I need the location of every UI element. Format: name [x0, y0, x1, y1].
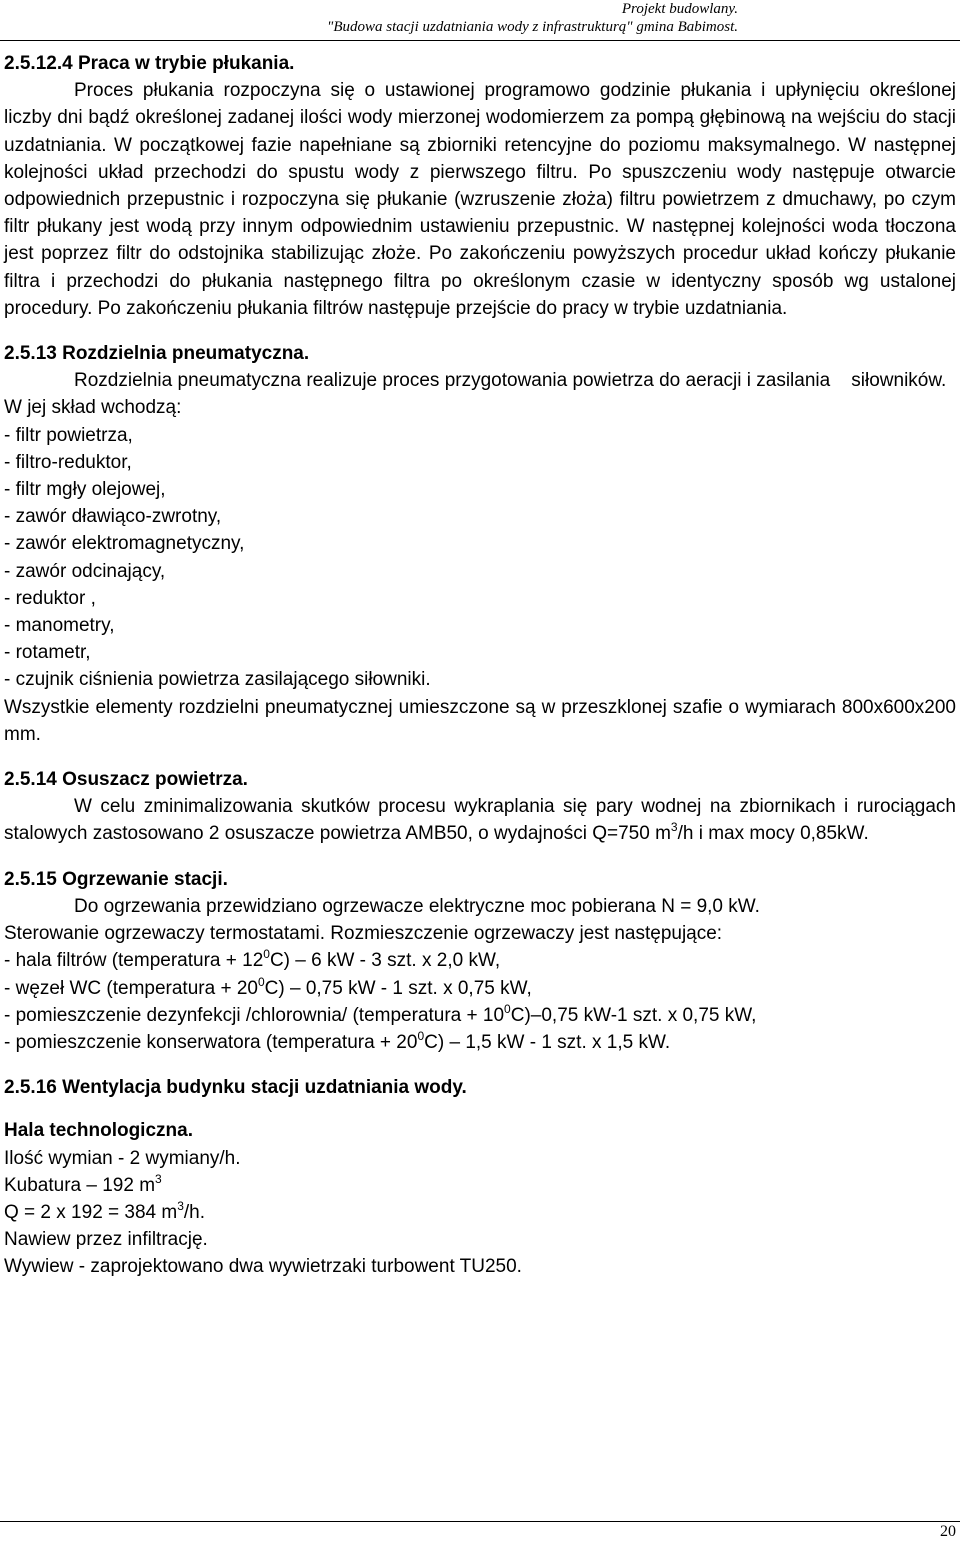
ventilation-line: Nawiew przez infiltrację. — [4, 1229, 208, 1251]
ventilation-line: Ilość wymian - 2 wymiany/h. — [4, 1147, 241, 1169]
dryer-text-b: /h i max mocy 0,85kW. — [677, 823, 869, 845]
heating-row-text: C) – 1,5 kW - 1 szt. x 1,5 kW. — [424, 1031, 671, 1053]
section-heading-2-5-12-4: 2.5.12.4 Praca w trybie płukania. — [4, 53, 295, 74]
heating-row-text: C) – 0,75 kW - 1 szt. x 0,75 kW, — [264, 977, 532, 999]
degree-sup: 0 — [504, 1001, 511, 1016]
ventilation-line — [4, 1199, 956, 1226]
page-content — [4, 50, 956, 1281]
degree-sup: 0 — [417, 1028, 425, 1043]
degree-sup: 0 — [263, 947, 270, 962]
subheading-hala: Hala technologiczna. — [4, 1120, 193, 1142]
heating-row — [4, 1002, 956, 1029]
list-item: - zawór elektromagnetyczny, — [4, 533, 245, 555]
header-rule — [0, 40, 960, 41]
list-item: - reduktor , — [4, 587, 96, 609]
pneumatic-list-title: W jej skład wchodzą: — [4, 397, 182, 419]
heating-line-2: Sterowanie ogrzewaczy termostatami. Rozmieszczenie ogrzewaczy jest następujące: — [4, 923, 723, 945]
section-heading-2-5-15: 2.5.15 Ogrzewanie stacji. — [4, 868, 228, 890]
list-item: - filtr powietrza, — [4, 424, 133, 446]
section-heading-2-5-14: 2.5.14 Osuszacz powietrza. — [4, 769, 248, 791]
heating-row — [4, 1029, 956, 1056]
ventilation-line: Wywiew - zaprojektowano dwa wywietrzaki turbowent TU250. — [4, 1256, 522, 1278]
pneumatic-outro: Wszystkie elementy rozdzielni pneumatycznej umieszczone są w przeszklonej szafie o wymiarach 800x600x200 mm. — [4, 696, 956, 745]
degree-sup: 0 — [257, 974, 265, 989]
heating-row-text: - węzeł WC (temperatura + 20 — [4, 977, 258, 999]
heating-row-text: C) – 6 kW - 3 szt. x 2,0 kW, — [269, 950, 501, 972]
cubic-sup: 3 — [177, 1198, 184, 1213]
heating-row — [4, 975, 956, 1002]
dryer-sup: 3 — [670, 820, 678, 835]
cubic-sup: 3 — [155, 1171, 162, 1186]
heating-row-text: - pomieszczenie konserwatora (temperatura + 20 — [4, 1031, 418, 1053]
pneumatic-component-list — [4, 422, 956, 694]
section-heading-2-5-16: 2.5.16 Wentylacja budynku stacji uzdatniania wody. — [4, 1077, 467, 1099]
pneumatic-intro: Rozdzielnia pneumatyczna realizuje proces przygotowania powietrza do aeracji i zasilania siłowników. — [74, 370, 947, 392]
heating-row-text: - hala filtrów (temperatura + 12 — [4, 950, 264, 972]
header-line-1: Projekt budowlany. — [621, 1, 738, 17]
list-item: - zawór dławiąco-zwrotny, — [4, 506, 222, 528]
section-paragraph-flushing: Proces płukania rozpoczyna się o ustawionej programowo godzinie płukania i upłynięciu określonej liczby dni bądź określonej zadanej ilości wody mierzonej wodomierzem za pompą głębinową na wejściu do stacji uzdatniania. W początkowej fazie napełniane są zbiorniki retencyjne do poziomu maksymalnego. W następnej kolejności układ przechodzi do spustu wody z pierwszego filtru. Po spuszczeniu wody następuje otwarcie odpowiednich przepustnic i rozpoczyna się płukanie (wzruszenie złoża) filtru powietrzem z dmuchawy, po czym filtr płukany jest wodą przy innym odpowiednim ustawieniu przepustnic. W następnej kolejności woda tłoczona jest poprzez filtr do odstojnika stabilizując złoże. Po zakończeniu powyższych procedur układ kończy płukanie filtra i przechodzi do płukania następnego filtra po określonym czasie w identyczny sposób wg ustalonej procedury. Po zakończeniu płukania filtrów następuje przejście do pracy w trybie uzdatniania. — [4, 80, 956, 319]
list-item: - filtr mgły olejowej, — [4, 479, 166, 501]
dryer-paragraph — [4, 793, 956, 847]
ventilation-text: Kubatura – 192 m — [4, 1174, 156, 1196]
heating-row-text: - pomieszczenie dezynfekcji /chlorownia/ (temperatura + 10 — [4, 1004, 505, 1026]
list-item: - zawór odcinający, — [4, 560, 166, 582]
page-number: 20 — [940, 1523, 956, 1540]
list-item: - manometry, — [4, 615, 115, 637]
heating-line-1: Do ogrzewania przewidziano ogrzewacze elektryczne moc pobierana N = 9,0 kW. — [74, 895, 760, 917]
footer-rule — [0, 1521, 960, 1522]
heating-row-text: C)–0,75 kW-1 szt. x 0,75 kW, — [510, 1004, 757, 1026]
dryer-text-a: W celu zminimalizowania skutków procesu wykraplania się pary wodnej na zbiornikach i rurociągach stalowych zastosowano 2 osuszacze powietrza AMB50, o wydajności Q=750 m — [4, 796, 956, 845]
list-item: - rotametr, — [4, 642, 91, 664]
ventilation-text: Q = 2 x 192 = 384 m — [4, 1201, 178, 1223]
ventilation-line — [4, 1172, 956, 1199]
page-header — [327, 0, 738, 36]
ventilation-text: /h. — [183, 1201, 206, 1223]
header-line-2: "Budowa stacji uzdatniania wody z infrastrukturą" gmina Babimost. — [327, 19, 738, 35]
section-heading-2-5-13: 2.5.13 Rozdzielnia pneumatyczna. — [4, 343, 310, 365]
list-item: - filtro-reduktor, — [4, 451, 132, 473]
list-item: - czujnik ciśnienia powietrza zasilającego siłowniki. — [4, 669, 431, 691]
heating-row — [4, 947, 956, 974]
